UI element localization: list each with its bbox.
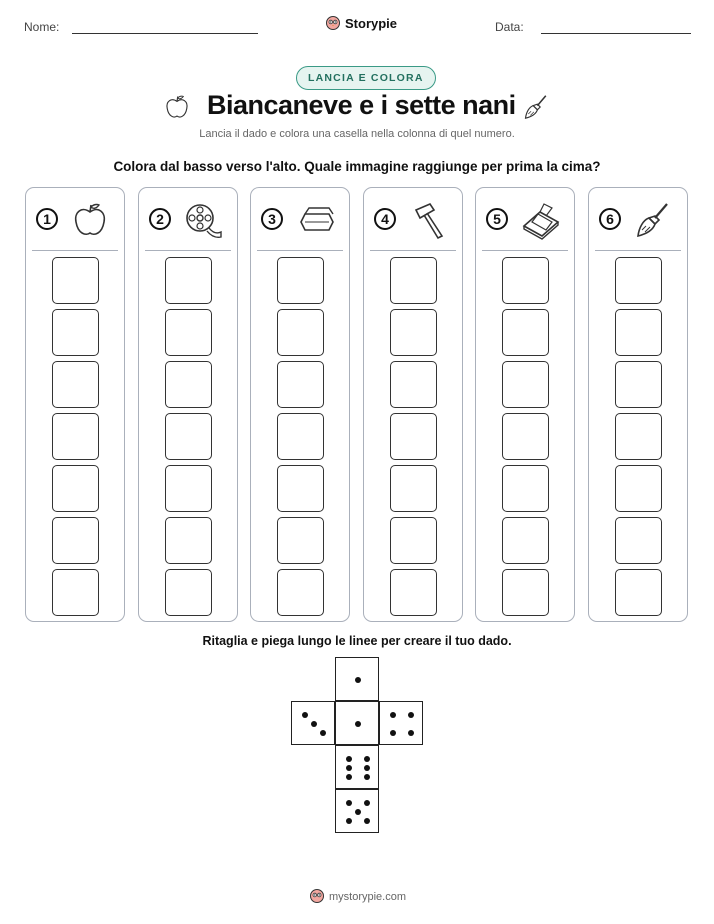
brush-icon — [633, 200, 673, 240]
color-cell[interactable] — [277, 517, 324, 564]
color-cell[interactable] — [277, 413, 324, 460]
dice-pip — [408, 730, 414, 736]
dice-pip — [364, 818, 370, 824]
dice-face-5 — [335, 789, 379, 833]
activity-badge: LANCIA E COLORA — [296, 66, 436, 90]
owl-mascot-icon — [325, 14, 341, 33]
film-reel-icon — [183, 200, 223, 240]
column-2 — [138, 187, 238, 622]
color-cell[interactable] — [165, 361, 212, 408]
color-cell[interactable] — [390, 309, 437, 356]
color-cell[interactable] — [277, 309, 324, 356]
apple-icon — [163, 92, 191, 127]
color-cell[interactable] — [615, 465, 662, 512]
color-cell[interactable] — [615, 517, 662, 564]
coloring-instruction: Colora dal basso verso l'alto. Quale immagine raggiunge per prima la cima? — [113, 159, 601, 174]
dice-pip — [346, 774, 352, 780]
color-cell[interactable] — [52, 465, 99, 512]
date-label: Data: — [495, 20, 524, 34]
color-cell[interactable] — [390, 517, 437, 564]
color-cell[interactable] — [390, 257, 437, 304]
color-cell[interactable] — [277, 257, 324, 304]
dice-face-6 — [335, 745, 379, 789]
color-cell[interactable] — [165, 517, 212, 564]
color-cell[interactable] — [502, 309, 549, 356]
dice-pip — [364, 756, 370, 762]
dice-pip — [311, 721, 317, 727]
color-cell[interactable] — [502, 465, 549, 512]
color-cell[interactable] — [165, 257, 212, 304]
color-cell[interactable] — [165, 465, 212, 512]
column-number: 2 — [149, 208, 171, 230]
dice-pip — [390, 712, 396, 718]
column-4 — [363, 187, 463, 622]
color-cell[interactable] — [502, 413, 549, 460]
color-cell[interactable] — [165, 413, 212, 460]
column-divider — [370, 250, 456, 251]
dice-pip — [346, 756, 352, 762]
color-cell[interactable] — [390, 413, 437, 460]
page-subtitle: Lancia il dado e colora una casella nella colonna di quel numero. — [199, 128, 515, 140]
color-cell[interactable] — [502, 569, 549, 616]
dice-face-4 — [379, 701, 423, 745]
dice-pip — [302, 712, 308, 718]
dice-face-1 — [335, 701, 379, 745]
hammer-icon — [408, 200, 448, 240]
column-number: 3 — [261, 208, 283, 230]
title-row — [160, 88, 560, 128]
column-number: 4 — [374, 208, 396, 230]
color-cell[interactable] — [52, 361, 99, 408]
dice-pip — [346, 818, 352, 824]
dice-pip — [346, 800, 352, 806]
page-title: Biancaneve e i sette nani — [207, 90, 516, 120]
apple-icon — [70, 200, 110, 240]
coffin-icon — [295, 200, 335, 240]
column-number: 1 — [36, 208, 58, 230]
color-cell[interactable] — [52, 569, 99, 616]
column-divider — [595, 250, 681, 251]
color-cell[interactable] — [165, 309, 212, 356]
brand-logo — [325, 14, 397, 33]
column-5 — [475, 187, 575, 622]
color-cell[interactable] — [277, 465, 324, 512]
footer — [309, 887, 406, 906]
color-cell[interactable] — [52, 309, 99, 356]
color-cell[interactable] — [52, 413, 99, 460]
column-divider — [32, 250, 118, 251]
color-cell[interactable] — [390, 361, 437, 408]
dice-pip — [364, 765, 370, 771]
column-3 — [250, 187, 350, 622]
mousetrap-icon — [520, 200, 560, 240]
color-cell[interactable] — [277, 361, 324, 408]
dice-pip — [355, 677, 361, 683]
column-6 — [588, 187, 688, 622]
dice-pip — [408, 712, 414, 718]
color-cell[interactable] — [615, 257, 662, 304]
dice-pip — [364, 800, 370, 806]
color-cell[interactable] — [390, 569, 437, 616]
column-number: 5 — [486, 208, 508, 230]
color-cell[interactable] — [390, 465, 437, 512]
date-line[interactable] — [541, 33, 691, 34]
color-cell[interactable] — [615, 309, 662, 356]
color-cell[interactable] — [52, 517, 99, 564]
footer-url[interactable]: mystorypie.com — [329, 890, 407, 903]
brand-name: Storypie — [345, 16, 398, 31]
column-divider — [482, 250, 568, 251]
name-label: Nome: — [24, 20, 60, 34]
color-cell[interactable] — [615, 569, 662, 616]
name-line[interactable] — [72, 33, 258, 34]
color-cell[interactable] — [165, 569, 212, 616]
dice-pip — [364, 774, 370, 780]
color-cell[interactable] — [277, 569, 324, 616]
color-cell[interactable] — [502, 517, 549, 564]
color-cell[interactable] — [615, 361, 662, 408]
dice-pip — [346, 765, 352, 771]
column-divider — [145, 250, 231, 251]
color-cell[interactable] — [502, 361, 549, 408]
dice-pip — [390, 730, 396, 736]
dice-instruction: Ritaglia e piega lungo le linee per creare il tuo dado. — [202, 634, 512, 648]
color-cell[interactable] — [52, 257, 99, 304]
column-divider — [257, 250, 343, 251]
dice-face-1 — [335, 657, 379, 701]
dice-face-3 — [291, 701, 335, 745]
dice-pip — [355, 721, 361, 727]
column-number: 6 — [599, 208, 621, 230]
column-1 — [25, 187, 125, 622]
dice-pip — [355, 809, 361, 815]
color-cell[interactable] — [615, 413, 662, 460]
owl-mascot-icon — [309, 887, 325, 906]
brush-icon — [522, 92, 550, 127]
dice-pip — [320, 730, 326, 736]
color-cell[interactable] — [502, 257, 549, 304]
